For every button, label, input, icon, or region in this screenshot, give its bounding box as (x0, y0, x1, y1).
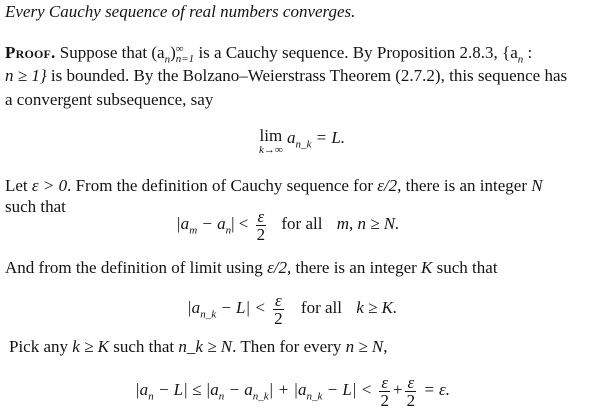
frac-num: ε (275, 290, 282, 310)
proof-label: Proof. (5, 43, 56, 62)
text: , there is an integer (397, 176, 532, 195)
frac-den: 2 (274, 308, 283, 328)
theorem-statement (5, 2, 355, 22)
math: k ≥ K (72, 337, 109, 356)
math: N (531, 176, 543, 195)
math: − a (224, 380, 253, 399)
math: ε/2 (377, 176, 398, 195)
fraction-eps-over-2 (255, 208, 268, 243)
math: − a (197, 214, 226, 233)
fraction-eps-over-2 (378, 374, 391, 409)
math: ) (170, 43, 176, 62)
limit-operator (259, 128, 283, 156)
lim-sub: k→∞ (259, 144, 283, 156)
frac-den: 2 (256, 224, 266, 244)
math-sub: n=1 (175, 53, 195, 66)
fraction-eps-over-2 (272, 292, 285, 327)
math: |a (135, 380, 149, 399)
math: | + |a (268, 380, 307, 399)
proof-line-4 (5, 176, 543, 196)
proof-line-7 (9, 337, 388, 357)
math: |a (187, 298, 201, 317)
frac-den: 2 (380, 390, 389, 410)
math-sub: n_k (252, 390, 269, 403)
frac-num: ε (407, 372, 415, 392)
math: |a (176, 214, 190, 233)
frac-num: ε (381, 372, 389, 392)
text: Pick any (9, 337, 73, 356)
lim-word: lim (259, 126, 283, 145)
text: for all (300, 298, 342, 317)
frac-num: ε (257, 206, 265, 226)
display-limit-condition (187, 291, 397, 331)
text: And from the definition of limit using (5, 258, 268, 277)
fraction-eps-over-2 (405, 374, 418, 409)
theorem-text: Every Cauchy sequence of real numbers converges. (5, 2, 356, 21)
math: − L| ≤ |a (153, 380, 219, 399)
math: a (286, 128, 296, 147)
math-sub: n (225, 224, 232, 237)
math: K (421, 258, 433, 277)
display-limit (259, 128, 345, 156)
math-sup: ∞ (175, 43, 184, 56)
math-sub: n (148, 390, 154, 403)
text: such that (5, 197, 66, 216)
display-triangle-inequality (135, 373, 450, 413)
text: , there is an integer (286, 258, 422, 277)
text: a convergent subsequence, say (5, 90, 214, 109)
math: n ≥ N (345, 337, 384, 356)
text: : (523, 43, 533, 62)
math: = ε. (423, 380, 450, 399)
text: Suppose that (59, 43, 152, 62)
math: | < (231, 214, 249, 233)
frac-den: 2 (406, 390, 416, 410)
math-sub: n (218, 390, 225, 403)
math-sub: n (517, 53, 524, 66)
math-sub: m (189, 224, 198, 237)
text: Let (5, 176, 32, 195)
text: , (383, 337, 388, 356)
display-cauchy-condition (176, 207, 399, 247)
math-sub: n_k (200, 308, 217, 321)
text: such that (432, 258, 498, 277)
math: − L| < (322, 380, 373, 399)
text: such that (109, 337, 179, 356)
text: for all (281, 214, 323, 233)
math: m, n ≥ N. (336, 214, 400, 233)
math: (a (151, 43, 165, 62)
sequence-expr (151, 43, 195, 66)
math: ε/2 (267, 258, 287, 277)
math-sub: n_k (306, 390, 323, 403)
math: n_k ≥ N (178, 337, 233, 356)
math: n ≥ 1} (5, 66, 47, 85)
proof-line-5 (5, 197, 66, 217)
math: − L| < (216, 298, 266, 317)
math-sub: n (164, 53, 171, 66)
text: is a Cauchy sequence. By Proposition 2.8.3, {a (194, 43, 518, 62)
proof-line-3 (5, 90, 213, 110)
text: . From the definition of Cauchy sequence for (67, 176, 378, 195)
math-sub: n_k (295, 138, 312, 151)
math: = L. (311, 128, 346, 147)
text: . Then for every (232, 337, 346, 356)
math: + (392, 380, 403, 399)
math: k ≥ K. (356, 298, 398, 317)
sequence-limits (176, 44, 194, 64)
proof-line-2 (5, 66, 567, 86)
math: ε > 0 (31, 176, 68, 195)
text: is bounded. By the Bolzano–Weierstrass Theorem (2.7.2), this sequence has (46, 66, 568, 85)
proof-line-6 (5, 258, 498, 278)
